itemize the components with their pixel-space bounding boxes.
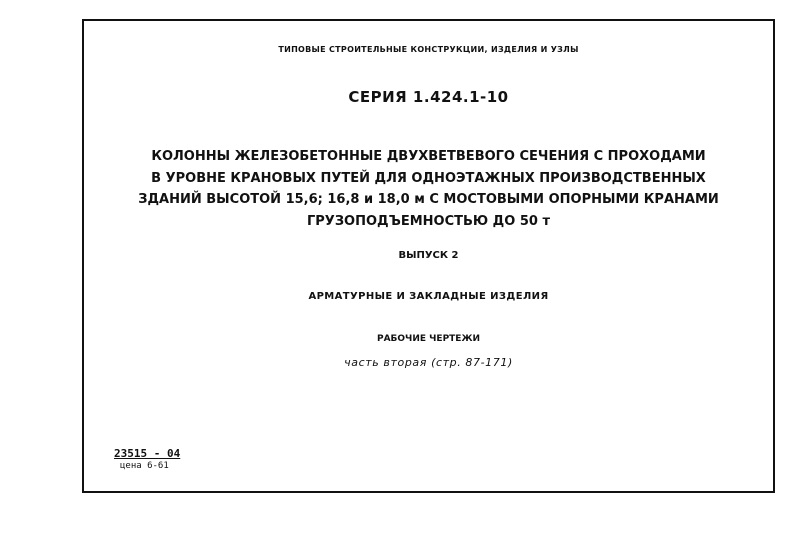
issue-subject: АРМАТУРНЫЕ И ЗАКЛАДНЫЕ ИЗДЕЛИЯ xyxy=(308,291,549,302)
catalog-stamp xyxy=(114,447,180,472)
issue-number: ВЫПУСК 2 xyxy=(398,250,459,261)
drawings-label: РАБОЧИЕ ЧЕРТЕЖИ xyxy=(376,334,480,344)
stamp-price: цена 6-61 xyxy=(120,461,169,471)
series-number: СЕРИЯ 1.424.1-10 xyxy=(348,88,509,106)
part-label: часть вторая (стр. 87-171) xyxy=(344,356,513,369)
title-line-1: КОЛОННЫ ЖЕЛЕЗОБЕТОННЫЕ ДВУХВЕТВЕВОГО СЕЧЕНИЯ С ПРОХОДАМИ xyxy=(151,149,706,164)
title-line-3: ЗДАНИЙ ВЫСОТОЙ 15,6; 16,8 и 18,0 м С МОСТОВЫМИ ОПОРНЫМИ КРАНАМИ xyxy=(138,192,719,207)
title-line-2: В УРОВНЕ КРАНОВЫХ ПУТЕЙ ДЛЯ ОДНОЭТАЖНЫХ ПРОИЗВОДСТВЕННЫХ xyxy=(151,170,706,186)
document-title xyxy=(82,146,775,232)
document-header: ТИПОВЫЕ СТРОИТЕЛЬНЫЕ КОНСТРУКЦИИ, ИЗДЕЛИЯ И УЗЛЫ xyxy=(278,45,579,54)
stamp-code: 23515 - 04 xyxy=(114,447,181,460)
title-line-4: ГРУЗОПОДЪЕМНОСТЬЮ ДО 50 т xyxy=(306,213,550,229)
